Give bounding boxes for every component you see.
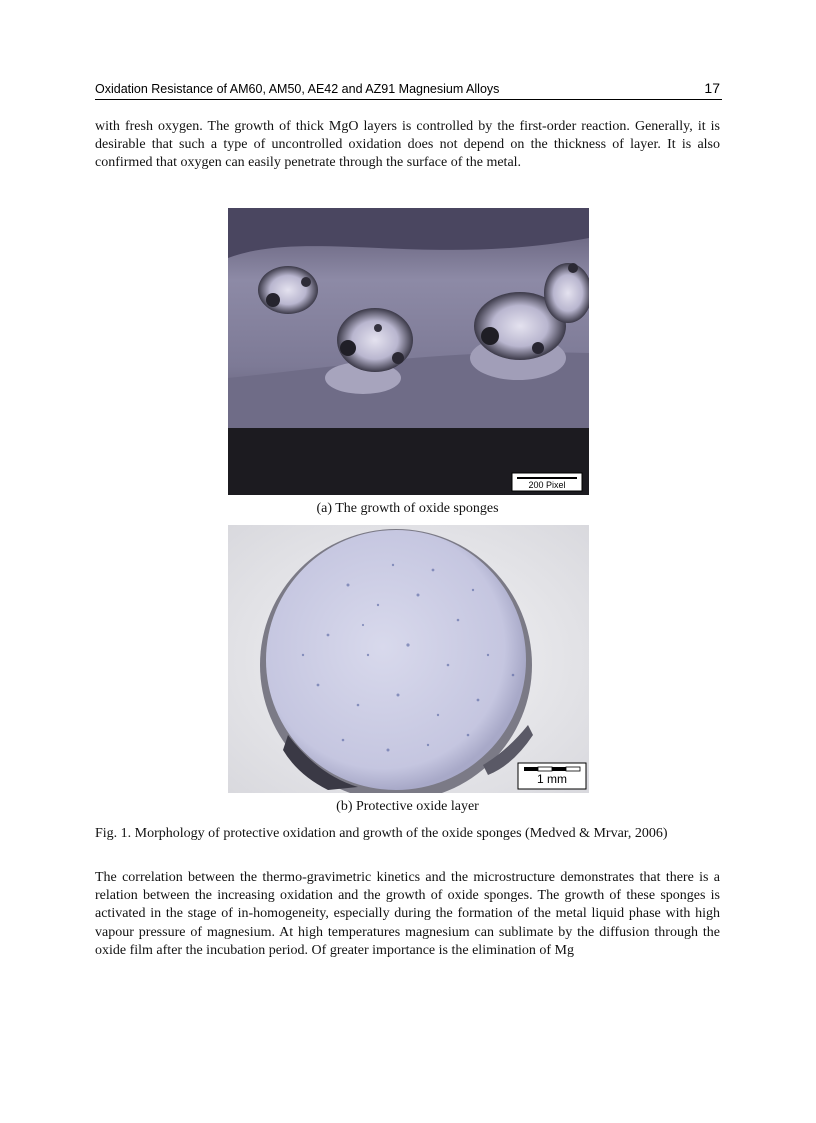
oxide-sponge-1 [258,266,318,314]
scale-label-a: 200 Pixel [528,480,566,490]
running-header [95,80,722,100]
figure-b-image [228,525,589,793]
page-number: 17 [704,80,720,96]
figure-b-caption: (b) Protective oxide layer [336,799,479,814]
running-title: Oxidation Resistance of AM60, AM50, AE42 and AZ91 Magnesium Alloys [95,82,500,96]
oxide-sponge-2 [337,308,413,372]
figure-a-caption: (a) The growth of oxide sponges [316,501,499,516]
body-paragraph-2: The correlation between the thermo-gravimetric kinetics and the microstructure demonstrates that there is a relation between the increasing oxidation and the growth of oxide sponges. The growth of these sponges is activated in the stage of in-homogeneity, especially during the formation of the metal liquid phase with high vapour pressure of magnesium. At high temperatures magnesium can sublimate by the diffusion through the oxide film after the incubation period. Of greater importance is the elimination of Mg [95,870,720,958]
scale-label-b: 1 mm [537,772,567,786]
figure-caption: Fig. 1. Morphology of protective oxidation and growth of the oxide sponges (Medved & Mrvar, 2006) [95,826,668,841]
body-paragraph-1: with fresh oxygen. The growth of thick MgO layers is controlled by the first-order reaction. Generally, it is desirable that such a type of uncontrolled oxidation does not depend on the thickness of layer. It is also confirmed that oxygen can easily penetrate through the surface of the metal. [95,119,720,171]
figure-a-image [228,208,589,495]
